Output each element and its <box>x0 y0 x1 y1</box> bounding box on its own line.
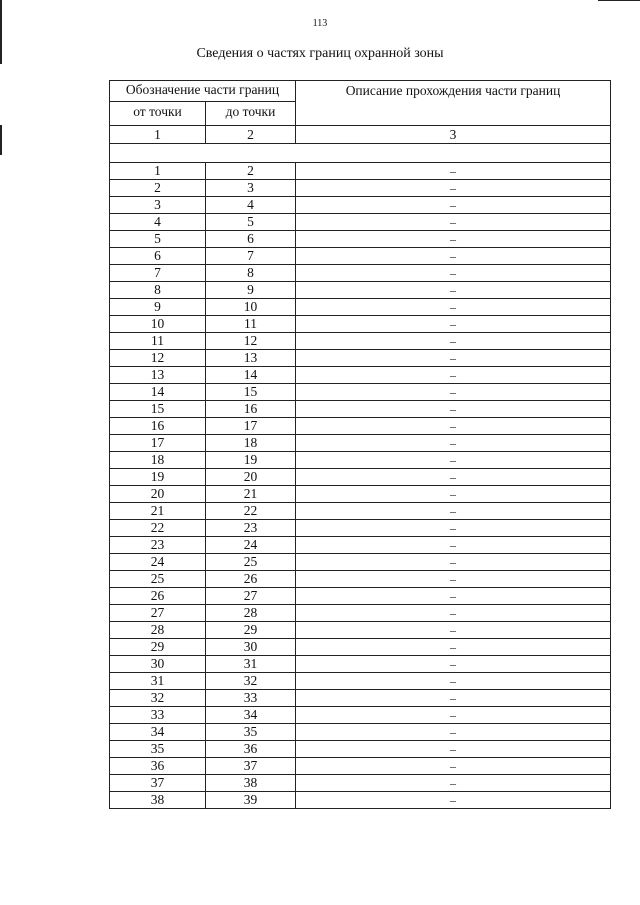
cell-description: – <box>296 384 611 401</box>
cell-from: 16 <box>110 418 206 435</box>
scan-edge-mark-corner <box>598 0 640 1</box>
cell-description: – <box>296 656 611 673</box>
cell-from: 2 <box>110 180 206 197</box>
column-numbers-row <box>110 126 611 144</box>
cell-description: – <box>296 350 611 367</box>
cell-from: 1 <box>110 163 206 180</box>
cell-description: – <box>296 588 611 605</box>
cell-from: 29 <box>110 639 206 656</box>
table-row <box>110 656 611 673</box>
cell-from: 17 <box>110 435 206 452</box>
cell-description: – <box>296 180 611 197</box>
cell-from: 5 <box>110 231 206 248</box>
cell-from: 22 <box>110 520 206 537</box>
cell-to: 11 <box>206 316 296 333</box>
cell-to: 27 <box>206 588 296 605</box>
cell-description: – <box>296 299 611 316</box>
cell-from: 20 <box>110 486 206 503</box>
cell-to: 17 <box>206 418 296 435</box>
table-row <box>110 452 611 469</box>
table-row <box>110 588 611 605</box>
cell-to: 18 <box>206 435 296 452</box>
table-row <box>110 367 611 384</box>
cell-from: 24 <box>110 554 206 571</box>
cell-from: 37 <box>110 775 206 792</box>
cell-description: – <box>296 469 611 486</box>
cell-description: – <box>296 248 611 265</box>
cell-from: 21 <box>110 503 206 520</box>
table-row <box>110 639 611 656</box>
cell-description: – <box>296 537 611 554</box>
cell-description: – <box>296 333 611 350</box>
cell-from: 31 <box>110 673 206 690</box>
cell-to: 25 <box>206 554 296 571</box>
cell-to: 29 <box>206 622 296 639</box>
cell-description: – <box>296 571 611 588</box>
cell-description: – <box>296 520 611 537</box>
cell-from: 7 <box>110 265 206 282</box>
cell-to: 37 <box>206 758 296 775</box>
table-row <box>110 758 611 775</box>
table-row <box>110 163 611 180</box>
cell-from: 34 <box>110 724 206 741</box>
cell-description: – <box>296 792 611 809</box>
table-row <box>110 435 611 452</box>
table-row <box>110 350 611 367</box>
cell-description: – <box>296 673 611 690</box>
cell-description: – <box>296 690 611 707</box>
cell-description: – <box>296 435 611 452</box>
table-row <box>110 503 611 520</box>
cell-description: – <box>296 707 611 724</box>
cell-to: 36 <box>206 741 296 758</box>
table-row <box>110 384 611 401</box>
cell-to: 3 <box>206 180 296 197</box>
table-row <box>110 197 611 214</box>
cell-to: 14 <box>206 367 296 384</box>
cell-from: 19 <box>110 469 206 486</box>
cell-description: – <box>296 265 611 282</box>
cell-to: 12 <box>206 333 296 350</box>
table-row <box>110 724 611 741</box>
cell-to: 4 <box>206 197 296 214</box>
cell-from: 11 <box>110 333 206 350</box>
cell-from: 13 <box>110 367 206 384</box>
table-row <box>110 707 611 724</box>
column-number: 1 <box>110 126 206 144</box>
cell-to: 24 <box>206 537 296 554</box>
cell-to: 30 <box>206 639 296 656</box>
cell-to: 22 <box>206 503 296 520</box>
cell-from: 26 <box>110 588 206 605</box>
cell-to: 8 <box>206 265 296 282</box>
table-row <box>110 316 611 333</box>
cell-from: 8 <box>110 282 206 299</box>
table-row <box>110 622 611 639</box>
table-row <box>110 248 611 265</box>
table-row <box>110 690 611 707</box>
cell-description: – <box>296 622 611 639</box>
header-designation: Обозначение части границ <box>110 81 296 102</box>
cell-to: 9 <box>206 282 296 299</box>
table-row <box>110 792 611 809</box>
cell-description: – <box>296 197 611 214</box>
cell-to: 39 <box>206 792 296 809</box>
cell-to: 23 <box>206 520 296 537</box>
table-row <box>110 282 611 299</box>
table-row <box>110 299 611 316</box>
cell-description: – <box>296 486 611 503</box>
cell-description: – <box>296 775 611 792</box>
cell-to: 38 <box>206 775 296 792</box>
cell-from: 14 <box>110 384 206 401</box>
table-row <box>110 214 611 231</box>
cell-to: 20 <box>206 469 296 486</box>
cell-description: – <box>296 282 611 299</box>
table-row <box>110 520 611 537</box>
cell-from: 38 <box>110 792 206 809</box>
cell-from: 30 <box>110 656 206 673</box>
cell-from: 6 <box>110 248 206 265</box>
table-row <box>110 231 611 248</box>
cell-from: 27 <box>110 605 206 622</box>
table-row <box>110 537 611 554</box>
cell-description: – <box>296 214 611 231</box>
blank-cell <box>110 144 611 163</box>
table-row <box>110 418 611 435</box>
cell-description: – <box>296 724 611 741</box>
cell-to: 34 <box>206 707 296 724</box>
page-number: 113 <box>312 18 328 29</box>
cell-to: 5 <box>206 214 296 231</box>
table-row <box>110 605 611 622</box>
table-row <box>110 486 611 503</box>
cell-to: 35 <box>206 724 296 741</box>
cell-description: – <box>296 503 611 520</box>
cell-to: 31 <box>206 656 296 673</box>
table-row <box>110 469 611 486</box>
column-number: 2 <box>206 126 296 144</box>
cell-description: – <box>296 316 611 333</box>
cell-to: 28 <box>206 605 296 622</box>
cell-from: 28 <box>110 622 206 639</box>
cell-description: – <box>296 758 611 775</box>
cell-description: – <box>296 163 611 180</box>
cell-from: 36 <box>110 758 206 775</box>
cell-description: – <box>296 554 611 571</box>
cell-to: 10 <box>206 299 296 316</box>
cell-from: 12 <box>110 350 206 367</box>
cell-from: 15 <box>110 401 206 418</box>
table-row <box>110 571 611 588</box>
table-row <box>110 265 611 282</box>
cell-from: 10 <box>110 316 206 333</box>
cell-to: 16 <box>206 401 296 418</box>
cell-to: 26 <box>206 571 296 588</box>
cell-from: 25 <box>110 571 206 588</box>
cell-description: – <box>296 452 611 469</box>
cell-description: – <box>296 639 611 656</box>
header-to-point: до точки <box>206 102 296 126</box>
cell-description: – <box>296 401 611 418</box>
cell-description: – <box>296 418 611 435</box>
cell-from: 4 <box>110 214 206 231</box>
cell-to: 15 <box>206 384 296 401</box>
cell-description: – <box>296 231 611 248</box>
table-row <box>110 741 611 758</box>
cell-to: 33 <box>206 690 296 707</box>
cell-from: 18 <box>110 452 206 469</box>
header-description: Описание прохождения части границ <box>296 81 611 126</box>
blank-row <box>110 144 611 163</box>
cell-description: – <box>296 367 611 384</box>
scan-edge-mark-bottom <box>0 125 2 155</box>
cell-to: 13 <box>206 350 296 367</box>
cell-from: 32 <box>110 690 206 707</box>
cell-from: 3 <box>110 197 206 214</box>
boundary-parts-table <box>109 80 611 809</box>
cell-to: 21 <box>206 486 296 503</box>
column-number: 3 <box>296 126 611 144</box>
cell-description: – <box>296 741 611 758</box>
cell-to: 2 <box>206 163 296 180</box>
table-row <box>110 775 611 792</box>
header-from-point: от точки <box>110 102 206 126</box>
table-row <box>110 333 611 350</box>
cell-from: 33 <box>110 707 206 724</box>
table-row <box>110 554 611 571</box>
cell-to: 32 <box>206 673 296 690</box>
cell-description: – <box>296 605 611 622</box>
cell-from: 35 <box>110 741 206 758</box>
table-row <box>110 673 611 690</box>
cell-from: 23 <box>110 537 206 554</box>
cell-to: 7 <box>206 248 296 265</box>
page-title: Сведения о частях границ охранной зоны <box>196 46 444 61</box>
table-row <box>110 180 611 197</box>
cell-from: 9 <box>110 299 206 316</box>
cell-to: 6 <box>206 231 296 248</box>
cell-to: 19 <box>206 452 296 469</box>
table-row <box>110 401 611 418</box>
